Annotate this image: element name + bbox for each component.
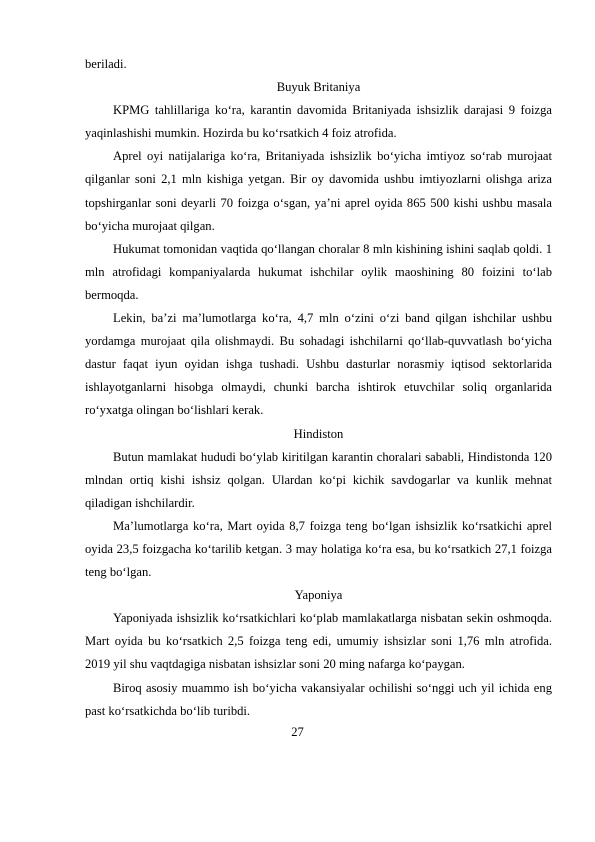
paragraph: Lekin, ba’zi ma’lumotlarga ko‘ra, 4,7 mln o‘zini o‘zi band qilgan ishchilar ushbu yordamga murojaat qila olishmaydi. Bu sohadagi ishchilarni qo‘llab-quvvatlash bo‘yicha dastur faqat iyun oyidan ishga tushadi. Ushbu dasturlar norasmiy iqtisod sektorlarida ishlayotganlarni hisobga olmaydi, chunki barcha ishtirok etuvchilar soliq organlarida ro‘yxatga olingan bo‘lishlari kerak. xyxy=(85,311,552,418)
section-heading-india: Hindiston xyxy=(293,426,344,441)
continued-paragraph: beriladi. xyxy=(85,57,127,71)
section-heading-japan: Yaponiya xyxy=(294,588,343,603)
paragraph: KPMG tahlillariga ko‘ra, karantin davomida Britaniyada ishsizlik darajasi 9 foizga yaqinlashishi mumkin. Hozirda bu ko‘rsatkich 4 foiz atrofida. xyxy=(85,103,552,141)
paragraph: Aprel oyi natijalariga ko‘ra, Britaniyada ishsizlik bo‘yicha imtiyoz so‘rab murojaat qilganlar soni 2,1 mln kishiga yetgan. Bir oy davomida ushbu imtiyozlarni olishga ariza topshirganlar soni deyarli 70 foizga o‘sgan, ya’ni aprel oyida 865 500 kishi ushbu masala bo‘yicha murojaat qilgan. xyxy=(85,149,552,233)
paragraph: Hukumat tomonidan vaqtida qo‘llangan choralar 8 mln kishining ishini saqlab qoldi. 1 mln atrofidagi kompaniyalarda hukumat ishchilar oylik maoshining 80 foizini to‘lab bermoqda. xyxy=(85,241,552,302)
paragraph: Butun mamlakat hududi bo‘ylab kiritilgan karantin choralari sababli, Hindistonda 120 mlndan ortiq kishi ishsiz qolgan. Ulardan ko‘pi kichik savdogarlar va kunlik mehnat qiladigan ishchilardir. xyxy=(85,449,552,510)
document-page xyxy=(85,53,552,723)
paragraph: Biroq asosiy muammo ish bo‘yicha vakansiyalar ochilishi so‘nggi uch yil ichida eng past ko‘rsatkichda bo‘lib turibdi. xyxy=(85,680,552,718)
paragraph: Ma’lumotlarga ko‘ra, Mart oyida 8,7 foizga teng bo‘lgan ishsizlik ko‘rsatkichi aprel oyida 23,5 foizgacha ko‘tarilib ketgan. 3 may holatiga ko‘ra esa, bu ko‘rsatkich 27,1 foizga teng bo‘lgan. xyxy=(85,518,552,580)
paragraph: Yaponiyada ishsizlik ko‘rsatkichlari ko‘plab mamlakatlarga nisbatan sekin oshmoqda. Mart oyida bu ko‘rsatkich 2,5 foizga teng edi, umumiy ishsizlar soni 1,76 mln atrofida. 2019 yil shu vaqtdagiga nisbatan ishsizlar soni 20 ming nafarga ko‘paygan. xyxy=(85,611,552,672)
section-heading-britain: Buyuk Britaniya xyxy=(276,80,361,95)
page-number: 27 xyxy=(291,725,304,739)
